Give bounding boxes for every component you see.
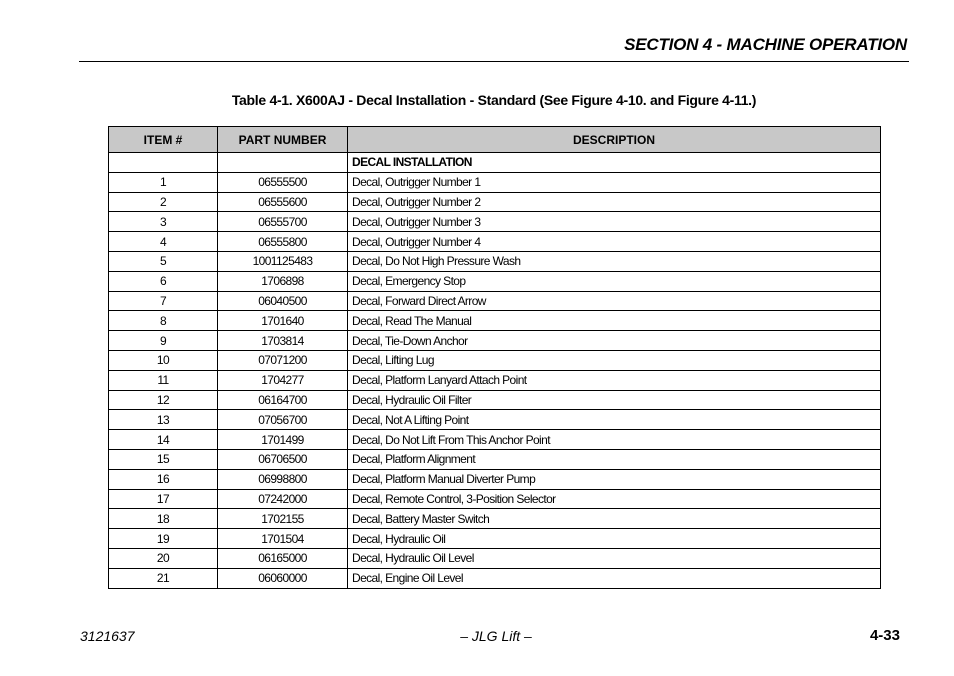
part-number-cell: 07071200 xyxy=(218,350,348,370)
description-cell: Decal, Platform Manual Diverter Pump xyxy=(348,469,881,489)
table-row xyxy=(109,489,881,509)
footer-brand: – JLG Lift – xyxy=(460,628,532,644)
column-header-part-number: PART NUMBER xyxy=(218,127,348,153)
description-cell: Decal, Do Not Lift From This Anchor Point xyxy=(348,430,881,450)
table-title: Table 4-1. X600AJ - Decal Installation - Standard (See Figure 4-10. and Figure 4-11.) xyxy=(231,92,757,108)
table-row xyxy=(109,212,881,232)
description-cell: Decal, Outrigger Number 4 xyxy=(348,232,881,252)
table-row xyxy=(109,548,881,568)
part-number-cell: 06998800 xyxy=(218,469,348,489)
table-row xyxy=(109,172,881,192)
item-number-cell: 15 xyxy=(109,449,218,469)
part-number-cell: 06040500 xyxy=(218,291,348,311)
column-header-item: ITEM # xyxy=(109,127,218,153)
item-number-cell: 19 xyxy=(109,529,218,549)
part-number-cell: 06555600 xyxy=(218,192,348,212)
item-number-cell: 13 xyxy=(109,410,218,430)
part-number-cell: 06555800 xyxy=(218,232,348,252)
group-item-cell xyxy=(109,153,218,173)
description-cell: Decal, Engine Oil Level xyxy=(348,568,881,588)
header-divider xyxy=(79,61,909,62)
table-group-row xyxy=(109,153,881,173)
item-number-cell: 17 xyxy=(109,489,218,509)
part-number-cell: 07242000 xyxy=(218,489,348,509)
description-cell: Decal, Outrigger Number 1 xyxy=(348,172,881,192)
item-number-cell: 9 xyxy=(109,331,218,351)
table-row xyxy=(109,529,881,549)
description-cell: Decal, Hydraulic Oil Filter xyxy=(348,390,881,410)
item-number-cell: 21 xyxy=(109,568,218,588)
part-number-cell: 1001125483 xyxy=(218,251,348,271)
table-row xyxy=(109,568,881,588)
part-number-cell: 1706898 xyxy=(218,271,348,291)
item-number-cell: 7 xyxy=(109,291,218,311)
item-number-cell: 4 xyxy=(109,232,218,252)
table-row xyxy=(109,370,881,390)
table-row xyxy=(109,291,881,311)
part-number-cell: 1701640 xyxy=(218,311,348,331)
description-cell: Decal, Not A Lifting Point xyxy=(348,410,881,430)
table-row xyxy=(109,311,881,331)
table-row xyxy=(109,192,881,212)
table-row xyxy=(109,449,881,469)
part-number-cell: 07056700 xyxy=(218,410,348,430)
item-number-cell: 2 xyxy=(109,192,218,212)
description-cell: Decal, Hydraulic Oil Level xyxy=(348,548,881,568)
item-number-cell: 10 xyxy=(109,350,218,370)
group-label: DECAL INSTALLATION xyxy=(348,153,881,173)
group-part-cell xyxy=(218,153,348,173)
part-number-cell: 06706500 xyxy=(218,449,348,469)
part-number-cell: 1701499 xyxy=(218,430,348,450)
part-number-cell: 06165000 xyxy=(218,548,348,568)
table-row xyxy=(109,410,881,430)
item-number-cell: 18 xyxy=(109,509,218,529)
description-cell: Decal, Remote Control, 3-Position Selector xyxy=(348,489,881,509)
description-cell: Decal, Do Not High Pressure Wash xyxy=(348,251,881,271)
table-body xyxy=(109,153,881,589)
item-number-cell: 6 xyxy=(109,271,218,291)
item-number-cell: 3 xyxy=(109,212,218,232)
page-number: 4-33 xyxy=(869,627,900,644)
table-row xyxy=(109,469,881,489)
item-number-cell: 5 xyxy=(109,251,218,271)
item-number-cell: 1 xyxy=(109,172,218,192)
description-cell: Decal, Tie-Down Anchor xyxy=(348,331,881,351)
document-number: 3121637 xyxy=(80,628,135,644)
table-row xyxy=(109,232,881,252)
part-number-cell: 1704277 xyxy=(218,370,348,390)
table-header-row xyxy=(109,127,881,153)
part-number-cell: 1702155 xyxy=(218,509,348,529)
table-row xyxy=(109,251,881,271)
part-number-cell: 1703814 xyxy=(218,331,348,351)
table-header xyxy=(109,127,881,153)
item-number-cell: 8 xyxy=(109,311,218,331)
description-cell: Decal, Outrigger Number 3 xyxy=(348,212,881,232)
part-number-cell: 06060000 xyxy=(218,568,348,588)
part-number-cell: 06164700 xyxy=(218,390,348,410)
description-cell: Decal, Lifting Lug xyxy=(348,350,881,370)
column-header-description: DESCRIPTION xyxy=(348,127,881,153)
description-cell: Decal, Read The Manual xyxy=(348,311,881,331)
item-number-cell: 14 xyxy=(109,430,218,450)
table-row xyxy=(109,271,881,291)
item-number-cell: 20 xyxy=(109,548,218,568)
description-cell: Decal, Outrigger Number 2 xyxy=(348,192,881,212)
item-number-cell: 12 xyxy=(109,390,218,410)
description-cell: Decal, Platform Alignment xyxy=(348,449,881,469)
item-number-cell: 11 xyxy=(109,370,218,390)
part-number-cell: 1701504 xyxy=(218,529,348,549)
table-row xyxy=(109,331,881,351)
description-cell: Decal, Battery Master Switch xyxy=(348,509,881,529)
decal-table xyxy=(108,126,881,589)
description-cell: Decal, Emergency Stop xyxy=(348,271,881,291)
item-number-cell: 16 xyxy=(109,469,218,489)
table-row xyxy=(109,509,881,529)
description-cell: Decal, Forward Direct Arrow xyxy=(348,291,881,311)
table-row xyxy=(109,430,881,450)
section-title: SECTION 4 - MACHINE OPERATION xyxy=(624,35,907,54)
table-row xyxy=(109,350,881,370)
description-cell: Decal, Platform Lanyard Attach Point xyxy=(348,370,881,390)
description-cell: Decal, Hydraulic Oil xyxy=(348,529,881,549)
part-number-cell: 06555700 xyxy=(218,212,348,232)
part-number-cell: 06555500 xyxy=(218,172,348,192)
table-row xyxy=(109,390,881,410)
